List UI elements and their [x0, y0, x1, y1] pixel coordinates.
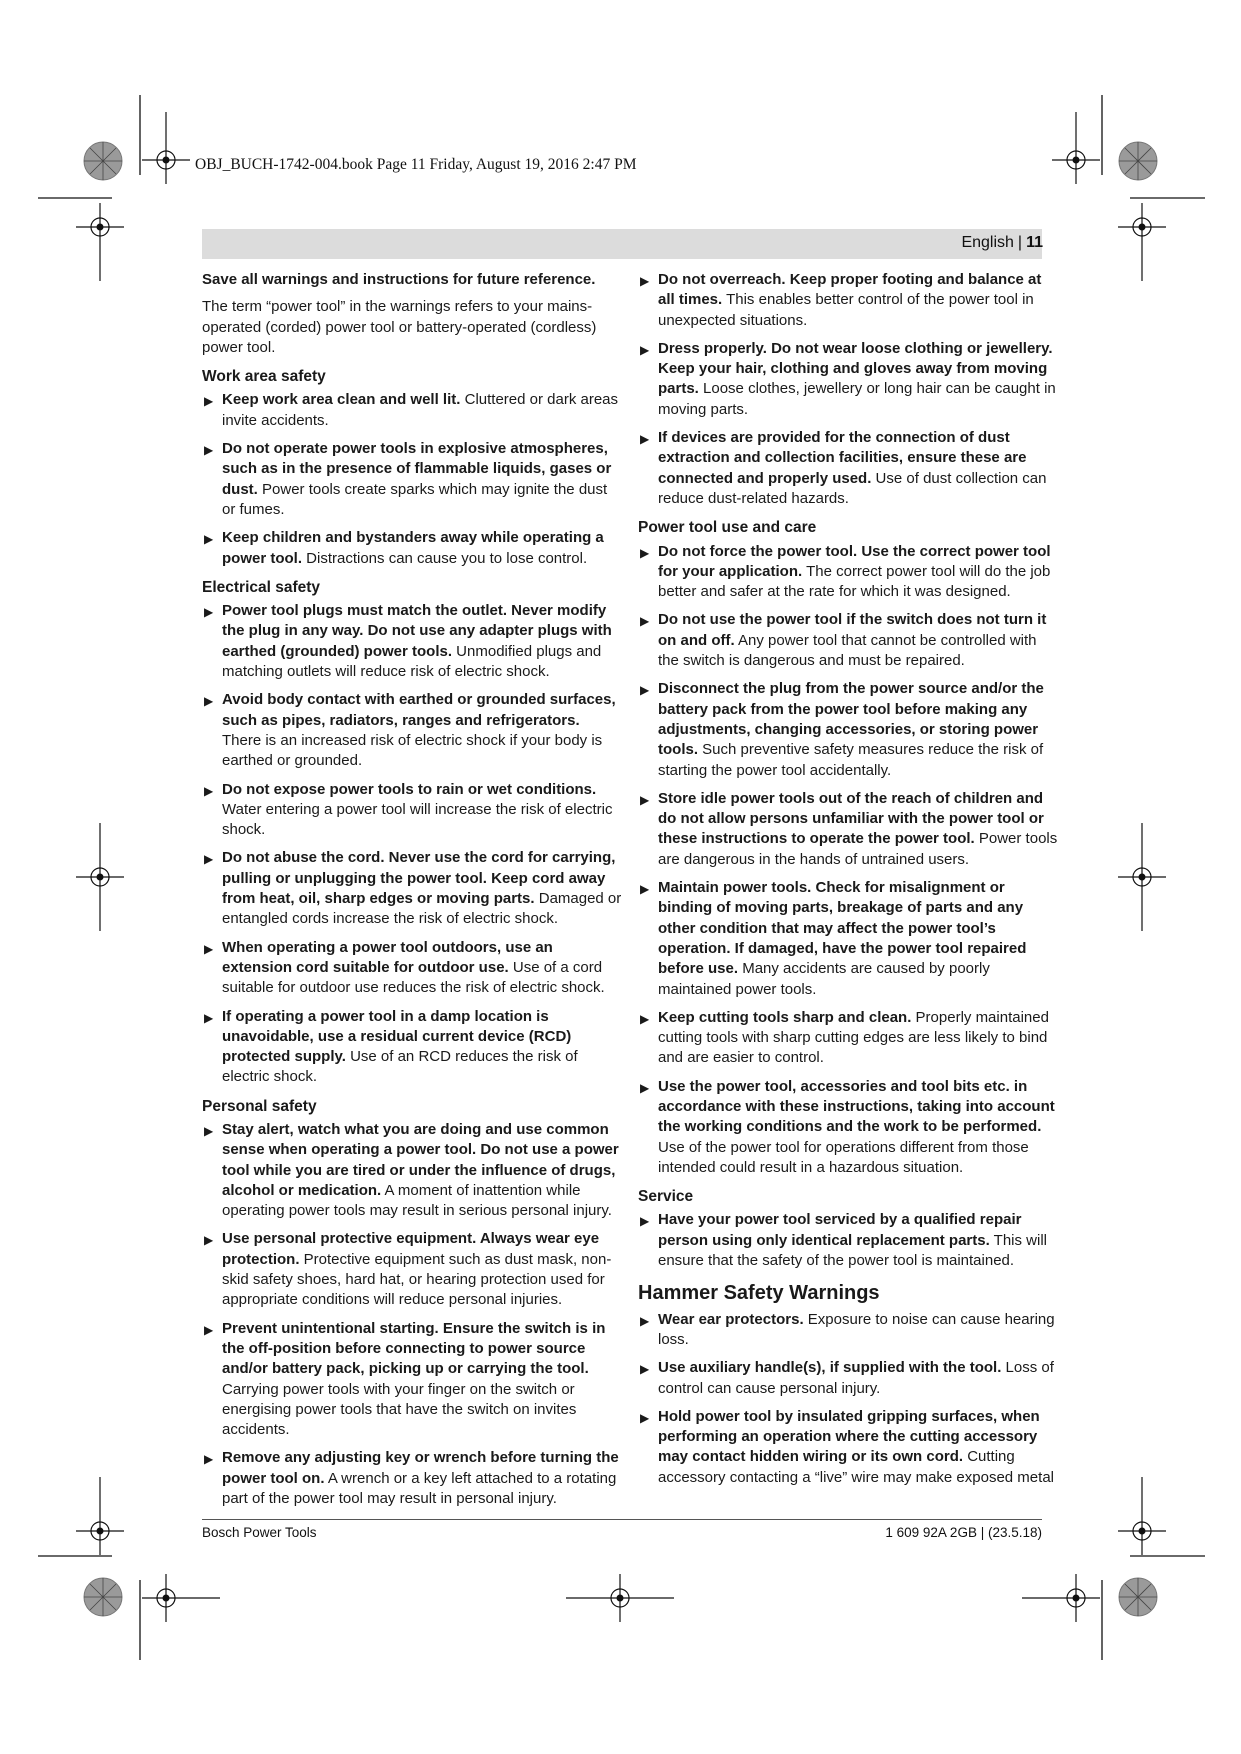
warning-explanation: There is an increased risk of electric shock if your body is earthed or grounded.	[222, 731, 603, 770]
list-item	[638, 339, 1058, 420]
list-electrical	[202, 601, 622, 1088]
warning-explanation: Carrying power tools with your finger on the switch or energising power tools that have the switch on invites accidents.	[222, 1380, 577, 1439]
warning-explanation: Exposure to noise can cause hearing loss.	[658, 1310, 1055, 1348]
warning-bold-text: Maintain power tools. Check for misalignment or binding of moving parts, breakage of parts and any other condition that may affect the power tool’s operation. If damaged, have the power tool repaired before use.	[658, 879, 1027, 978]
bullet-triangle-icon: ▶	[640, 882, 650, 897]
list-item	[638, 610, 1058, 671]
list-item	[202, 528, 622, 569]
intro-heading: Save all warnings and instructions for future reference.	[202, 271, 596, 288]
warning-explanation: Water entering a power tool will increase the risk of electric shock.	[222, 800, 613, 839]
bullet-triangle-icon: ▶	[640, 1362, 650, 1377]
warning-bold-text: Use the power tool, accessories and tool bits etc. in accordance with these instructions, taking into account the working conditions and the work to be performed.	[658, 1077, 1055, 1136]
list-item	[638, 428, 1058, 509]
warning-bold-text: Wear ear protectors.	[658, 1310, 804, 1328]
warning-explanation: Protective equipment such as dust mask, non-skid safety shoes, hard hat, or hearing protection used for appropriate conditions will reduce personal injuries.	[222, 1250, 612, 1309]
header-language: English	[961, 234, 1014, 251]
warning-bold-text: Keep work area clean and well lit.	[222, 391, 461, 409]
warning-bold-text: When operating a power tool outdoors, use an extension cord suitable for outdoor use.	[222, 938, 553, 976]
bullet-triangle-icon: ▶	[640, 1313, 650, 1328]
list-item	[638, 1358, 1058, 1399]
bullet-triangle-icon: ▶	[640, 1011, 650, 1026]
warning-bold-text: Do not expose power tools to rain or wet conditions.	[222, 780, 597, 798]
bullet-triangle-icon: ▶	[204, 1452, 214, 1467]
bullet-triangle-icon: ▶	[204, 694, 214, 709]
warning-explanation: Power tools are dangerous in the hands of untrained users.	[658, 830, 1058, 868]
bullet-triangle-icon: ▶	[640, 432, 650, 447]
warning-explanation: Any power tool that cannot be controlled with the switch is dangerous and must be repaired.	[658, 631, 1037, 670]
list-item	[202, 1007, 622, 1088]
bullet-triangle-icon: ▶	[204, 394, 214, 409]
page-number: 11	[1026, 234, 1043, 251]
list-item	[638, 270, 1058, 331]
warning-bold-text: Have your power tool serviced by a qualified repair person using only identical replacement parts.	[658, 1211, 1022, 1249]
bullet-triangle-icon: ▶	[204, 532, 214, 547]
left-column	[202, 270, 622, 1517]
bullet-triangle-icon: ▶	[640, 792, 650, 807]
list-item	[638, 1407, 1058, 1488]
bullet-triangle-icon: ▶	[640, 1214, 650, 1229]
warning-explanation: Loose clothes, jewellery or long hair can be caught in moving parts.	[658, 380, 1056, 418]
bullet-triangle-icon: ▶	[204, 1233, 214, 1248]
list-item	[202, 848, 622, 929]
bullet-triangle-icon: ▶	[204, 941, 214, 956]
list-personal-continued	[638, 270, 1058, 509]
list-service	[638, 1210, 1058, 1271]
warning-explanation: Distractions can cause you to lose control.	[302, 549, 588, 567]
list-item	[202, 439, 622, 520]
list-item	[202, 1120, 622, 1221]
right-column	[638, 270, 1058, 1496]
header-separator: |	[1017, 234, 1023, 251]
warning-bold-text: If devices are provided for the connection of dust extraction and collection facilities, ensure these are connected and properly used.	[658, 429, 1027, 487]
bullet-triangle-icon: ▶	[640, 1080, 650, 1095]
warning-bold-text: Hold power tool by insulated gripping surfaces, when performing an operation where the cutting accessory may contact hidden wiring or its own cord.	[658, 1407, 1040, 1466]
warning-bold-text: Power tool plugs must match the outlet. Never modify the plug in any way. Do not use any adapter plugs with earthed (grounded) power tools.	[222, 602, 612, 660]
warning-explanation: Use of an RCD reduces the risk of electric shock.	[222, 1048, 578, 1086]
bullet-triangle-icon: ▶	[204, 852, 214, 867]
list-item	[638, 1008, 1058, 1069]
warning-explanation: Loss of control can cause personal injury.	[658, 1359, 1054, 1397]
warning-explanation: The correct power tool will do the job better and safer at the rate for which it was designed.	[658, 562, 1051, 601]
warning-explanation: Power tools create sparks which may ignite the dust or fumes.	[222, 480, 608, 518]
footer-docnumber: 1 609 92A 2GB | (23.5.18)	[885, 1525, 1042, 1540]
print-slug: OBJ_BUCH-1742-004.book Page 11 Friday, August 19, 2016 2:47 PM	[195, 156, 637, 173]
section-heading-hammer: Hammer Safety Warnings	[638, 1282, 880, 1305]
bullet-triangle-icon: ▶	[640, 342, 650, 357]
bullet-triangle-icon: ▶	[204, 443, 214, 458]
bullet-triangle-icon: ▶	[204, 605, 214, 620]
bullet-triangle-icon: ▶	[640, 545, 650, 560]
list-item	[202, 780, 622, 841]
list-item	[202, 1448, 622, 1509]
warning-bold-text: Remove any adjusting key or wrench before turning the power tool on.	[222, 1449, 619, 1487]
section-heading-personal: Personal safety	[202, 1097, 317, 1115]
warning-bold-text: Prevent unintentional starting. Ensure the switch is in the off-position before connecting to power source and/or battery pack, picking up or carrying the tool.	[222, 1319, 606, 1378]
list-personal	[202, 1120, 622, 1509]
list-item	[638, 1077, 1058, 1178]
bullet-triangle-icon: ▶	[640, 1410, 650, 1425]
footer-rule	[202, 1519, 1042, 1520]
bullet-triangle-icon: ▶	[204, 1123, 214, 1138]
bullet-triangle-icon: ▶	[204, 1322, 214, 1337]
warning-bold-text: Keep cutting tools sharp and clean.	[658, 1008, 912, 1026]
warning-explanation: Use of dust collection can reduce dust-related hazards.	[658, 469, 1047, 507]
warning-bold-text: Do not overreach. Keep proper footing and balance at all times.	[658, 271, 1042, 309]
warning-explanation: This enables better control of the power tool in unexpected situations.	[658, 291, 1034, 329]
list-item	[202, 938, 622, 999]
warning-bold-text: Use personal protective equipment. Always wear eye protection.	[222, 1230, 600, 1268]
warning-explanation: A moment of inattention while operating power tools may result in serious personal injury.	[222, 1181, 612, 1220]
warning-bold-text: Use auxiliary handle(s), if supplied with the tool.	[658, 1359, 1002, 1377]
warning-explanation: This will ensure that the safety of the power tool is maintained.	[658, 1231, 1047, 1270]
intro-text: The term “power tool” in the warnings refers to your mains-operated (corded) power tool or battery-operated (cordless) power tool.	[202, 298, 597, 356]
warning-explanation: Such preventive safety measures reduce the risk of starting the power tool accidentally.	[658, 741, 1044, 779]
footer-brand: Bosch Power Tools	[202, 1525, 317, 1540]
warning-explanation: Cluttered or dark areas invite accidents.	[222, 391, 619, 429]
bullet-triangle-icon: ▶	[204, 783, 214, 798]
list-work-area	[202, 390, 622, 568]
section-heading-work-area: Work area safety	[202, 368, 326, 386]
section-heading-use-care: Power tool use and care	[638, 519, 817, 537]
warning-bold-text: If operating a power tool in a damp location is unavoidable, use a residual current device (RCD) protected supply.	[222, 1007, 572, 1066]
warning-bold-text: Do not abuse the cord. Never use the cord for carrying, pulling or unplugging the power tool. Keep cord away from heat, oil, sharp edges or moving parts.	[222, 849, 616, 908]
warning-bold-text: Do not use the power tool if the switch does not turn it on and off.	[658, 611, 1047, 649]
warning-bold-text: Dress properly. Do not wear loose clothing or jewellery. Keep your hair, clothing and gloves away from moving parts.	[658, 339, 1053, 398]
list-hammer	[638, 1310, 1058, 1488]
warning-explanation: Many accidents are caused by poorly maintained power tools.	[658, 960, 990, 998]
list-item	[638, 679, 1058, 780]
bullet-triangle-icon: ▶	[640, 614, 650, 629]
list-item	[202, 390, 622, 431]
list-item	[202, 601, 622, 682]
bullet-triangle-icon: ▶	[640, 274, 650, 288]
warning-bold-text: Stay alert, watch what you are doing and use common sense when operating a power tool. Do not use a power tool while you are tired or under the influence of drugs, alcohol or medication.	[222, 1120, 619, 1199]
page-header	[961, 234, 1043, 252]
warning-bold-text: Keep children and bystanders away while operating a power tool.	[222, 529, 604, 567]
bullet-triangle-icon: ▶	[640, 683, 650, 698]
warning-bold-text: Avoid body contact with earthed or grounded surfaces, such as pipes, radiators, ranges and refrigerators.	[222, 691, 616, 729]
warning-explanation: A wrench or a key left attached to a rotating part of the power tool may result in personal injury.	[222, 1469, 617, 1508]
warning-explanation: Cutting accessory contacting a “live” wire may make exposed metal	[658, 1448, 1054, 1486]
warning-bold-text: Do not force the power tool. Use the correct power tool for your application.	[658, 542, 1051, 580]
list-item	[638, 1310, 1058, 1351]
section-heading-service: Service	[638, 1188, 694, 1206]
list-item	[202, 1229, 622, 1310]
list-item	[202, 1319, 622, 1441]
list-item	[638, 789, 1058, 870]
warning-explanation: Damaged or entangled cords increase the risk of electric shock.	[222, 890, 622, 928]
warning-explanation: Use of the power tool for operations different from those intended could result in a hazardous situation.	[658, 1138, 1029, 1176]
warning-explanation: Use of a cord suitable for outdoor use reduces the risk of electric shock.	[222, 958, 605, 997]
warning-explanation: Properly maintained cutting tools with sharp cutting edges are less likely to bind and are easier to control.	[658, 1008, 1049, 1067]
list-item	[638, 1210, 1058, 1271]
bullet-triangle-icon: ▶	[204, 1010, 214, 1025]
list-use-care	[638, 542, 1058, 1179]
header-bar	[202, 229, 1042, 259]
section-heading-electrical: Electrical safety	[202, 578, 321, 596]
list-item	[638, 542, 1058, 603]
warning-bold-text: Do not operate power tools in explosive atmospheres, such as in the presence of flammable liquids, gases or dust.	[222, 440, 612, 498]
list-item	[202, 690, 622, 771]
warning-explanation: Unmodified plugs and matching outlets will reduce risk of electric shock.	[222, 642, 602, 681]
warning-bold-text: Store idle power tools out of the reach of children and do not allow persons unfamiliar with the power tool or these instructions to operate the power tool.	[658, 789, 1044, 848]
list-item	[638, 878, 1058, 1000]
warning-bold-text: Disconnect the plug from the power source and/or the battery pack from the power tool before making any adjustments, changing accessories, or storing power tools.	[658, 680, 1044, 759]
